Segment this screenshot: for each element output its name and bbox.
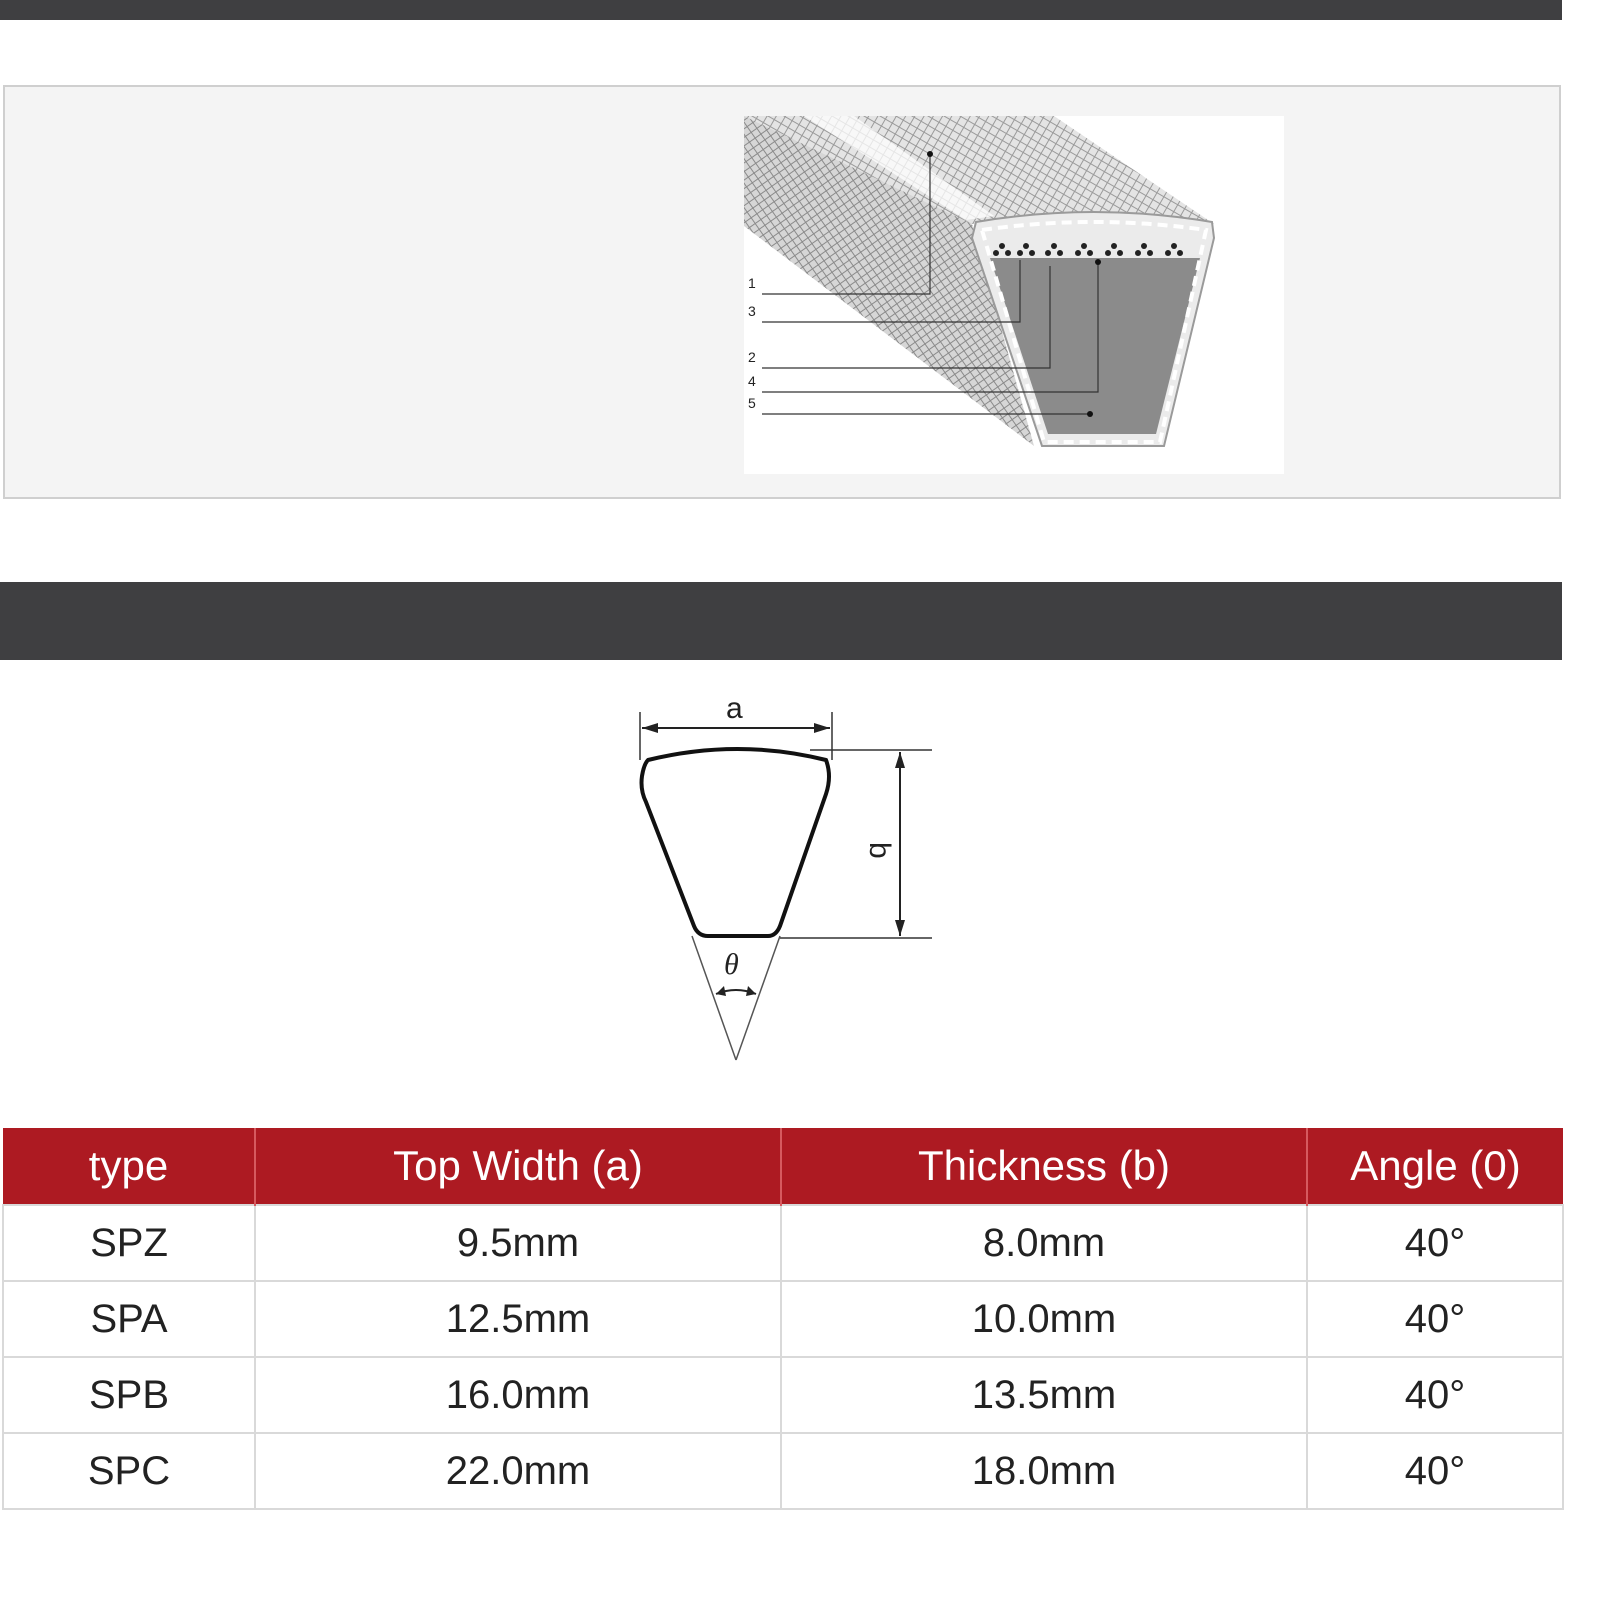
dimension-section-bar xyxy=(0,582,1562,660)
top-section-bar xyxy=(0,0,1562,20)
table-row xyxy=(3,1281,1563,1357)
cell-type: SPB xyxy=(3,1357,255,1433)
table-row xyxy=(3,1205,1563,1281)
cell-top-width: 12.5mm xyxy=(255,1281,781,1357)
belt-cross-section-illustration xyxy=(744,116,1284,474)
header-thickness: Thickness (b) xyxy=(781,1128,1307,1205)
label-a: a xyxy=(726,692,743,725)
cell-type: SPA xyxy=(3,1281,255,1357)
belt-profile-shape xyxy=(642,749,830,936)
cell-thickness: 8.0mm xyxy=(781,1205,1307,1281)
cell-angle: 40° xyxy=(1307,1433,1563,1509)
cell-thickness: 13.5mm xyxy=(781,1357,1307,1433)
callout-label-4: 4 xyxy=(748,373,756,389)
callout-label-1: 1 xyxy=(748,275,756,291)
callout-label-2: 2 xyxy=(748,349,756,365)
header-type: type xyxy=(3,1128,255,1205)
cell-top-width: 9.5mm xyxy=(255,1205,781,1281)
header-angle: Angle (0) xyxy=(1307,1128,1563,1205)
cell-type: SPZ xyxy=(3,1205,255,1281)
table-header-row xyxy=(3,1128,1563,1205)
cell-type: SPC xyxy=(3,1433,255,1509)
belt-profile-diagram xyxy=(620,690,940,1070)
label-theta: θ xyxy=(724,948,739,981)
cell-angle: 40° xyxy=(1307,1281,1563,1357)
belt-spec-table xyxy=(2,1128,1564,1510)
callout-label-5: 5 xyxy=(748,395,756,411)
cell-angle: 40° xyxy=(1307,1357,1563,1433)
cell-thickness: 18.0mm xyxy=(781,1433,1307,1509)
header-top-width: Top Width (a) xyxy=(255,1128,781,1205)
cell-thickness: 10.0mm xyxy=(781,1281,1307,1357)
cell-top-width: 22.0mm xyxy=(255,1433,781,1509)
table-row xyxy=(3,1357,1563,1433)
table-row xyxy=(3,1433,1563,1509)
cell-top-width: 16.0mm xyxy=(255,1357,781,1433)
cell-angle: 40° xyxy=(1307,1205,1563,1281)
callout-label-3: 3 xyxy=(748,303,756,319)
label-b: b xyxy=(863,842,896,859)
